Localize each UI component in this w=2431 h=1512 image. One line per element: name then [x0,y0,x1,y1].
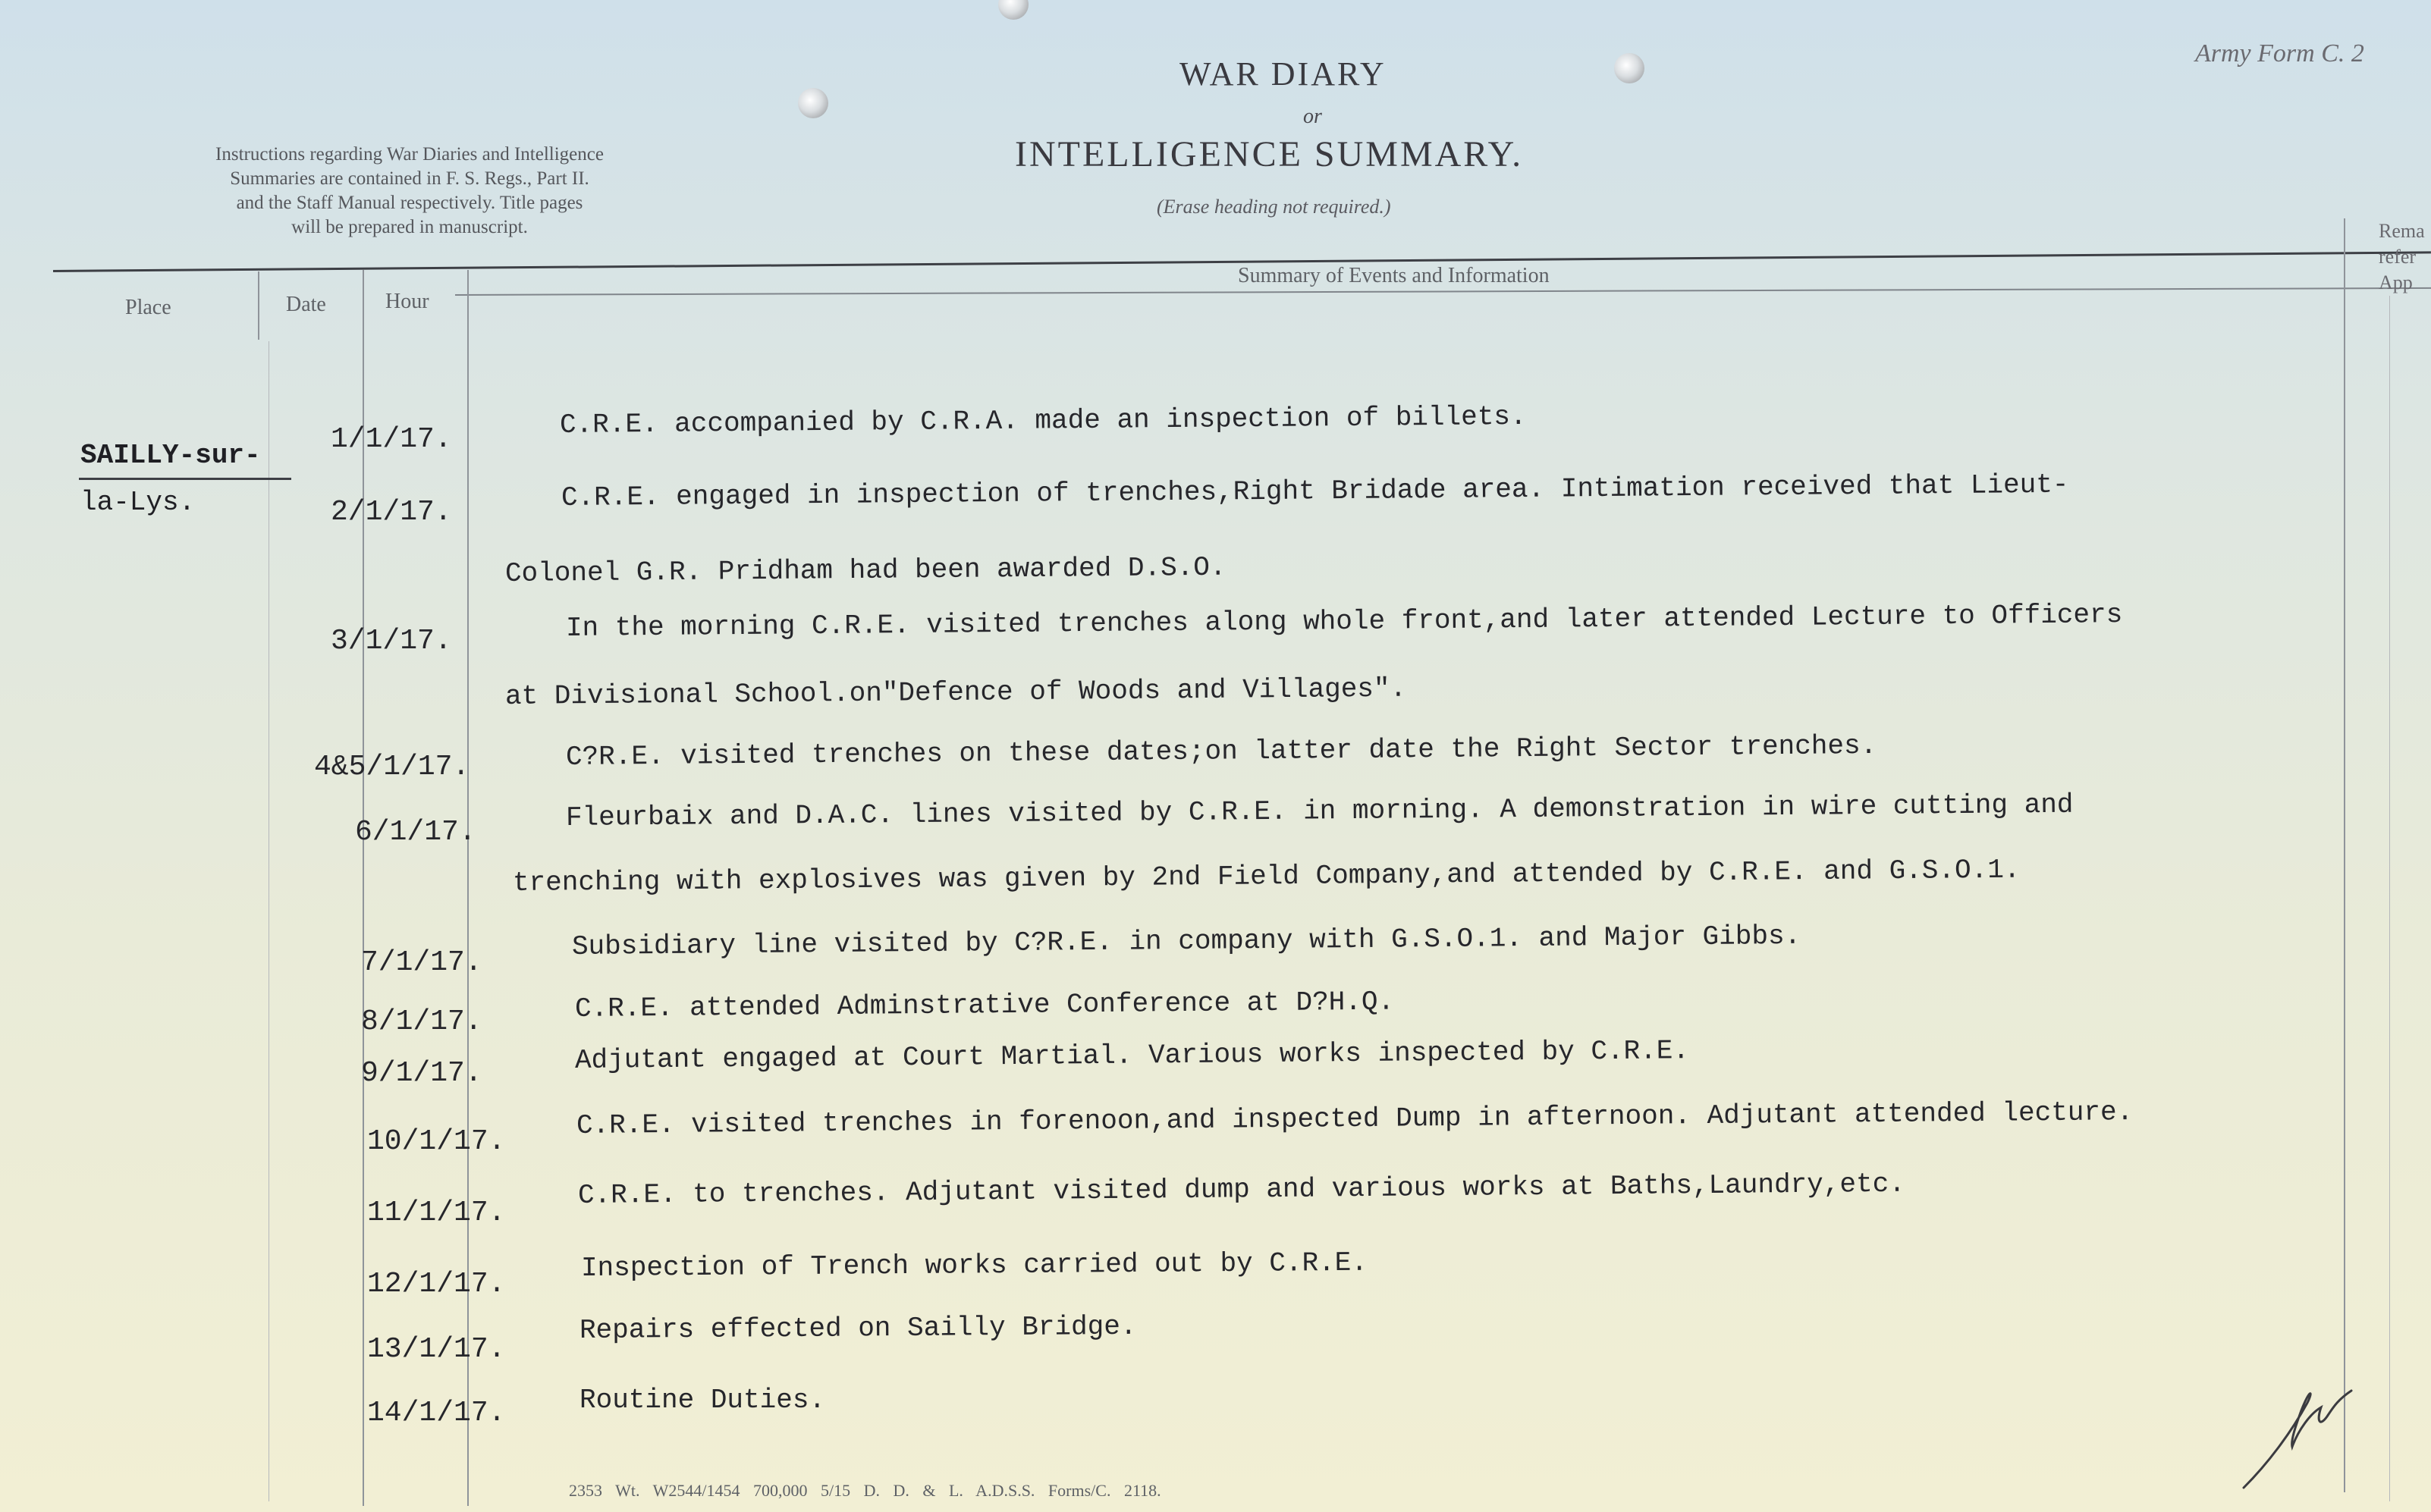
column-header-hour: Hour [385,290,429,313]
punch-hole [998,0,1029,20]
signature-mark [2238,1357,2374,1494]
erase-note: (Erase heading not required.) [1157,196,1391,218]
place-name: SAILLY-sur- [80,440,261,471]
entry-text: In the morning C.R.E. visited trenches along whole front,and later attended Lecture to Officers [565,599,2123,644]
column-header-date: Date [286,293,326,316]
entry-text: Colonel G.R. Pridham had been awarded D.S.O. [504,551,1226,589]
entry-text: Adjutant engaged at Court Martial. Various works inspected by C.R.E. [574,1035,1690,1076]
entry-date: 7/1/17. [361,946,482,979]
entry-text: C.R.E. visited trenches in forenoon,and inspected Dump in afternoon. Adjutant attended lecture. [576,1096,2134,1141]
instructions-line: and the Staff Manual respectively. Title pages [236,193,583,213]
instructions-line: Instructions regarding War Diaries and Intelligence [215,144,604,165]
entry-text: Subsidiary line visited by C?R.E. in company with G.S.O.1. and Major Gibbs. [571,920,1801,962]
entry-date: 2/1/17. [331,496,452,529]
entry-date: 9/1/17. [361,1057,482,1090]
entry-text: Routine Duties. [579,1385,826,1416]
entry-date: 11/1/17. [367,1197,506,1229]
remarks-line: App [2379,271,2413,293]
column-divider [2389,296,2390,1501]
instructions-line: Summaries are contained in F. S. Regs., Part II. [230,168,589,189]
entry-text: C.R.E. attended Adminstrative Conference at D?H.Q. [574,986,1395,1024]
page-subtitle: INTELLIGENCE SUMMARY. [1015,134,1524,174]
entry-text: C.R.E. accompanied by C.R.A. made an inspection of billets. [559,400,1527,441]
place-underline [79,478,291,480]
remarks-line: Rema [2379,220,2425,242]
column-divider [2344,218,2345,1492]
column-header-summary: Summary of Events and Information [1238,264,1550,287]
entry-text: Fleurbaix and D.A.C. lines visited by C.R.E. in morning. A demonstration in wire cutting and [565,789,2074,833]
entry-date: 4&5/1/17. [314,751,470,783]
entry-date: 12/1/17. [367,1268,506,1300]
instructions-line: will be prepared in manuscript. [291,217,528,237]
column-header-rule [455,287,2431,296]
entry-date: 1/1/17. [331,423,452,456]
entry-date: 13/1/17. [367,1333,506,1366]
form-reference: Army Form C. 2 [2195,39,2364,67]
column-header-place: Place [125,296,171,319]
column-divider [467,270,469,1506]
entry-date: 10/1/17. [367,1125,506,1158]
place-name: la-Lys. [80,487,196,518]
title-or: or [1303,105,1322,128]
entry-date: 6/1/17. [355,816,476,849]
instructions-note [114,143,705,240]
form-print-info: 2353 Wt. W2544/1454 700,000 5/15 D. D. & L. A.D.S.S. Forms/C. 2118. [569,1481,1161,1500]
remarks-line: refer [2379,246,2417,268]
entry-text: C.R.E. engaged in inspection of trenches,Right Bridade area. Intimation received that Lieut- [561,469,2069,513]
page-title: WAR DIARY [1179,55,1387,93]
punch-hole [1614,53,1644,83]
entry-text: Repairs effected on Sailly Bridge. [579,1310,1137,1346]
entry-date: 8/1/17. [361,1005,482,1038]
entry-text: Inspection of Trench works carried out by C.R.E. [580,1247,1368,1284]
punch-hole [798,88,828,118]
column-header-remarks [2379,218,2425,296]
entry-text: at Divisional School.on"Defence of Woods and Villages". [504,673,1407,712]
entry-text: trenching with explosives was given by 2nd Field Company,and attended by C.R.E. and G.S.O.1. [512,854,2021,899]
entry-text: C.R.E. to trenches. Adjutant visited dump and various works at Baths,Laundry,etc. [577,1168,1906,1211]
column-divider [258,271,259,340]
entry-date: 3/1/17. [331,625,452,657]
entry-text: C?R.E. visited trenches on these dates;on latter date the Right Sector trenches. [565,729,1877,773]
entry-date: 14/1/17. [367,1397,506,1429]
